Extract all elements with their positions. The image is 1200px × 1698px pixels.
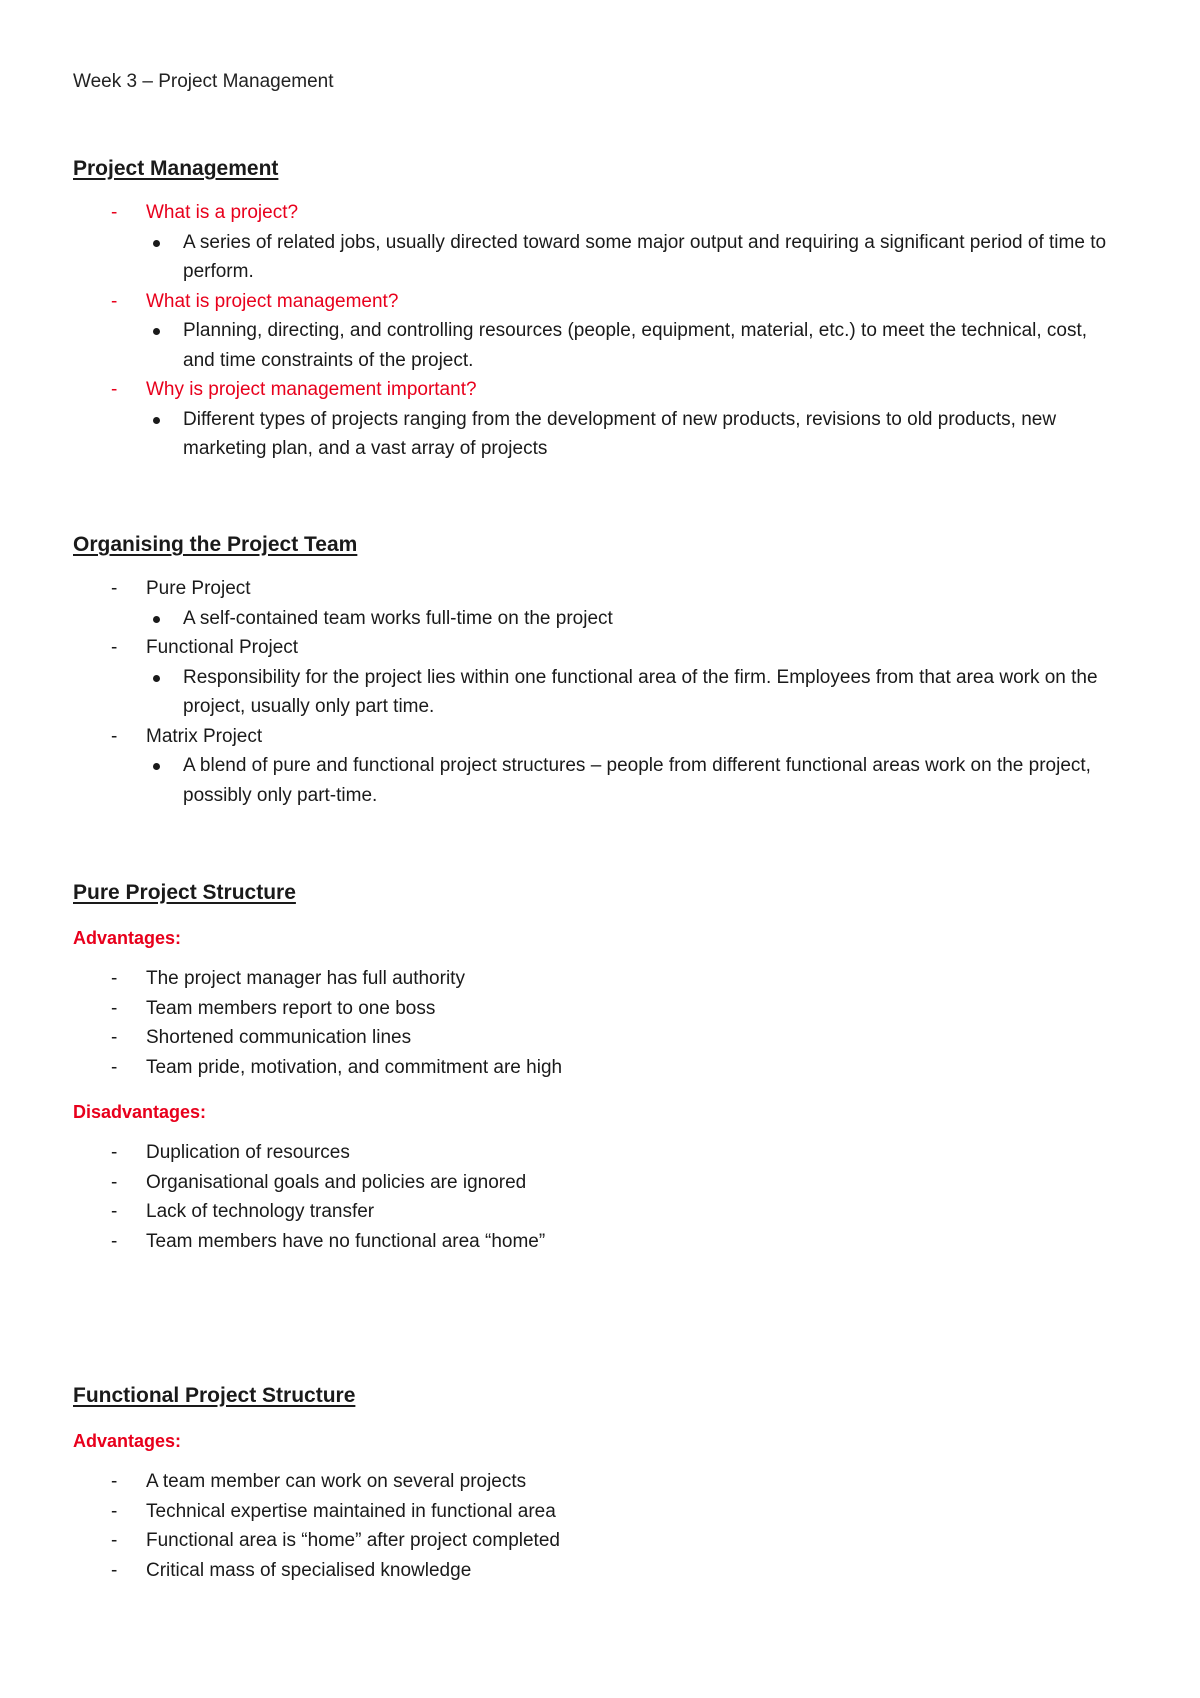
dash-icon: - <box>111 997 118 1019</box>
document-page <box>73 70 1133 94</box>
list-item <box>73 964 1133 994</box>
section-heading: Functional Project Structure <box>73 1384 356 1407</box>
dash-icon: - <box>111 1142 118 1163</box>
list-item <box>73 663 1133 722</box>
dash-icon: - <box>111 1027 118 1048</box>
item-text: Technical expertise maintained in functional area <box>146 1500 556 1522</box>
section-pure-project-structure <box>73 880 1133 1256</box>
list-item <box>73 574 1133 604</box>
dash-icon: - <box>111 1171 118 1193</box>
item-text: A team member can work on several projects <box>146 1471 527 1492</box>
list-item <box>73 1023 1133 1053</box>
list-item <box>73 1497 1133 1527</box>
bullet-icon <box>153 328 160 335</box>
item-text: Shortened communication lines <box>146 1027 412 1048</box>
question-text: Why is project management important? <box>146 379 477 400</box>
item-text: Functional area is “home” after project completed <box>146 1530 560 1551</box>
item-text: Organisational goals and policies are ignored <box>146 1171 527 1193</box>
list-item <box>73 287 1133 317</box>
dash-icon: - <box>111 290 118 312</box>
item-description: Responsibility for the project lies within one functional area of the firm. Employees from that area work on the project, usually only part time. <box>183 666 1098 717</box>
dash-icon: - <box>111 1230 118 1252</box>
answer-text: A series of related jobs, usually directed toward some major output and requiring a significant period of time to perform. <box>183 231 1107 282</box>
list-item <box>73 1053 1133 1083</box>
document-title: Week 3 – Project Management <box>73 71 334 92</box>
list-item <box>73 604 1133 634</box>
section-heading: Organising the Project Team <box>73 533 358 556</box>
item-title: Functional Project <box>146 637 299 658</box>
list-item <box>73 722 1133 752</box>
question-text: What is a project? <box>146 202 299 223</box>
list-item <box>73 1526 1133 1556</box>
list-item <box>73 228 1133 287</box>
item-text: Lack of technology transfer <box>146 1201 375 1222</box>
section-organising-team <box>73 532 1133 810</box>
list-item <box>73 994 1133 1024</box>
team-list <box>73 574 1133 810</box>
item-description: A self-contained team works full-time on the project <box>183 607 613 629</box>
dash-icon: - <box>111 1201 118 1222</box>
dash-icon: - <box>111 637 118 658</box>
list-item <box>73 1556 1133 1586</box>
list-item <box>73 375 1133 405</box>
item-title: Pure Project <box>146 578 251 599</box>
dash-icon: - <box>111 1056 118 1078</box>
dash-icon: - <box>111 1559 118 1581</box>
item-description: A blend of pure and functional project structures – people from different functional areas work on the project, possibly only part-time. <box>183 755 1091 806</box>
list-item <box>73 405 1133 464</box>
dash-icon: - <box>111 725 118 747</box>
disadvantages-list <box>73 1138 1133 1256</box>
list-item <box>73 1138 1133 1168</box>
dash-icon: - <box>111 1530 118 1551</box>
list-item <box>73 1227 1133 1257</box>
list-item <box>73 633 1133 663</box>
list-item <box>73 316 1133 375</box>
bullet-icon <box>153 763 160 770</box>
qa-list <box>73 198 1133 464</box>
dash-icon: - <box>111 578 118 599</box>
list-item <box>73 1168 1133 1198</box>
bullet-icon <box>153 240 160 247</box>
section-project-management <box>73 156 1133 464</box>
list-item <box>73 751 1133 810</box>
item-text: Team pride, motivation, and commitment are high <box>146 1056 563 1078</box>
dash-icon: - <box>111 1471 118 1492</box>
item-text: The project manager has full authority <box>146 968 465 989</box>
list-item <box>73 198 1133 228</box>
item-text: Critical mass of specialised knowledge <box>146 1559 472 1581</box>
list-item <box>73 1467 1133 1497</box>
bullet-icon <box>153 417 160 424</box>
dash-icon: - <box>111 968 118 989</box>
answer-text: Different types of projects ranging from the development of new products, revisions to old products, new marketing plan, and a vast array of projects <box>183 408 1057 459</box>
advantages-list <box>73 1467 1133 1585</box>
answer-text: Planning, directing, and controlling resources (people, equipment, material, etc.) to meet the technical, cost, and time constraints of the project. <box>183 320 1088 371</box>
section-heading: Project Management <box>73 157 279 180</box>
item-text: Team members report to one boss <box>146 997 436 1019</box>
bullet-icon <box>153 616 160 623</box>
item-text: Duplication of resources <box>146 1142 350 1163</box>
dash-icon: - <box>111 1500 118 1522</box>
section-heading: Pure Project Structure <box>73 881 296 904</box>
section-functional-project-structure <box>73 1383 1133 1585</box>
dash-icon: - <box>111 202 118 223</box>
disadvantages-label: Disadvantages: <box>73 1102 207 1122</box>
advantages-list <box>73 964 1133 1082</box>
question-text: What is project management? <box>146 290 399 312</box>
advantages-label: Advantages: <box>73 1431 182 1451</box>
item-text: Team members have no functional area “home” <box>146 1230 546 1252</box>
item-title: Matrix Project <box>146 725 263 747</box>
list-item <box>73 1197 1133 1227</box>
bullet-icon <box>153 675 160 682</box>
advantages-label: Advantages: <box>73 928 182 948</box>
dash-icon: - <box>111 379 118 400</box>
